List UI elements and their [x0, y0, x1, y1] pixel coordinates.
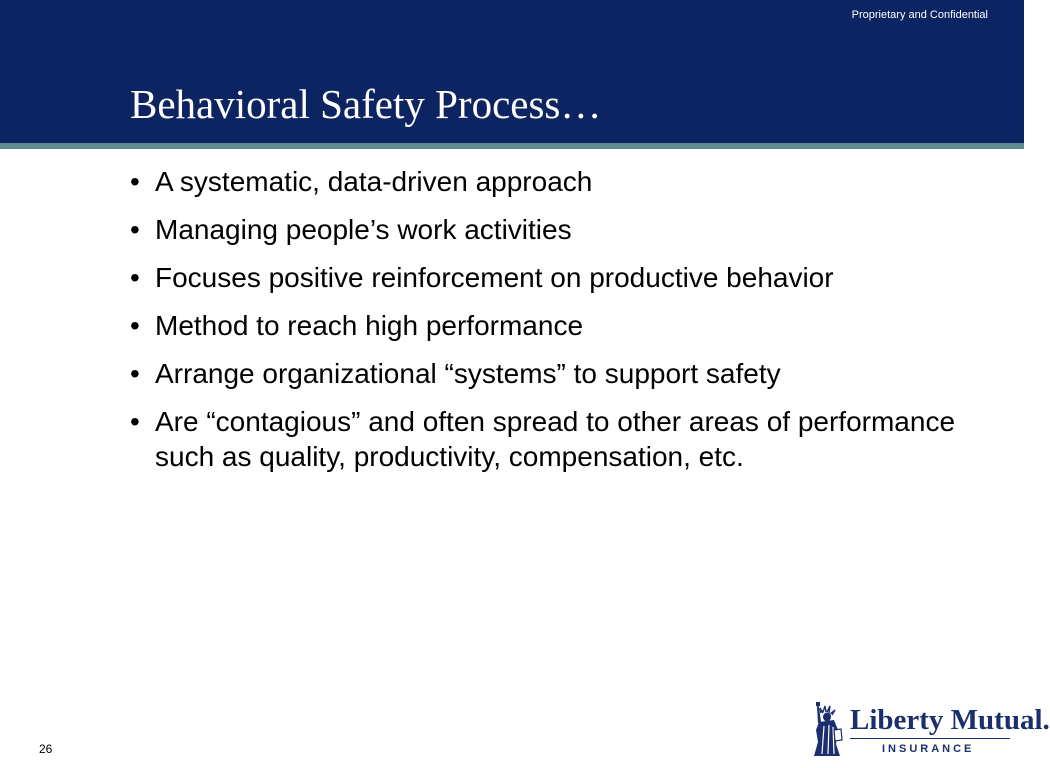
bullet-item	[130, 260, 1000, 295]
bullet-text: Managing people’s work activities	[155, 214, 572, 245]
bullet-marker: •	[130, 358, 140, 389]
slide-title: Behavioral Safety Process…	[130, 81, 602, 127]
logo-underline	[850, 738, 1010, 739]
statue-of-liberty-icon	[806, 700, 846, 758]
bullet-marker: •	[130, 262, 140, 293]
bullet-list	[130, 164, 1000, 487]
bullet-text: Arrange organizational “systems” to support safety	[155, 358, 781, 389]
bullet-text: Method to reach high performance	[155, 310, 584, 341]
bullet-marker: •	[130, 310, 140, 341]
bullet-item	[130, 212, 1000, 247]
bullet-item	[130, 164, 1000, 199]
bullet-marker: •	[130, 166, 140, 197]
bullet-text: Are “contagious” and often spread to other areas of performance such as quality, productivity, compensation, etc.	[155, 406, 956, 472]
logo-subtitle: INSURANCE	[882, 743, 975, 755]
header-divider	[0, 143, 1024, 149]
bullet-marker: •	[130, 214, 140, 245]
bullet-text: Focuses positive reinforcement on productive behavior	[155, 262, 834, 293]
bullet-text: A systematic, data-driven approach	[155, 166, 593, 197]
bullet-item	[130, 356, 1000, 391]
liberty-mutual-logo	[806, 700, 1050, 758]
confidential-label: Proprietary and Confidential	[851, 9, 988, 21]
bullet-item	[130, 308, 1000, 343]
page-number: 26	[39, 742, 53, 756]
bullet-item	[130, 404, 1000, 474]
logo-wordmark: Liberty Mutual.	[850, 704, 1050, 736]
bullet-marker: •	[130, 406, 140, 437]
